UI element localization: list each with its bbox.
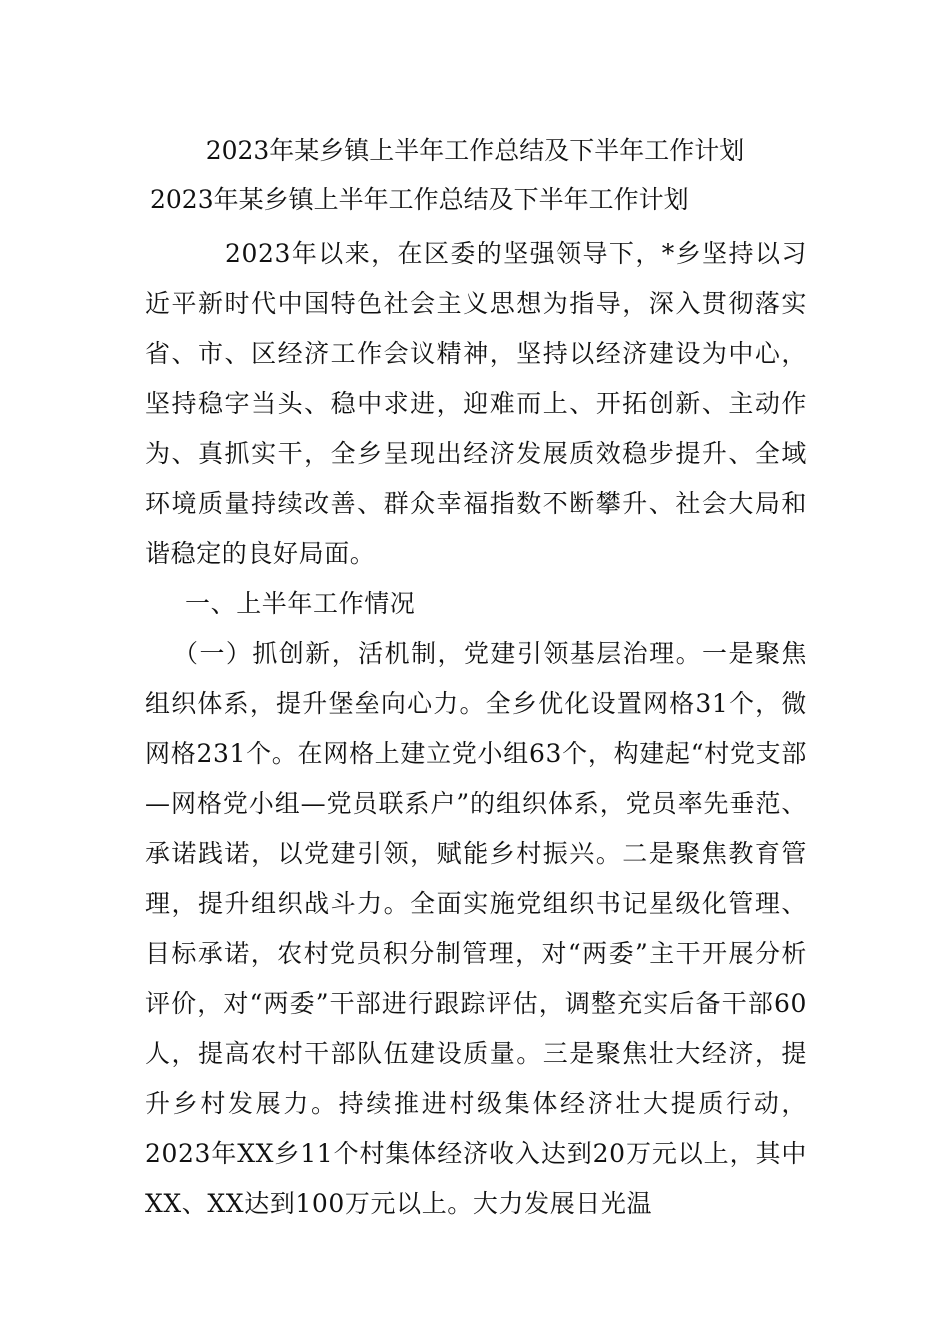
- document-body: [145, 229, 807, 1229]
- document-title: 2023年某乡镇上半年工作总结及下半年工作计划: [205, 136, 745, 165]
- intro-paragraph: 2023年以来，在区委的坚强领导下，*乡坚持以习近平新时代中国特色社会主义思想为指导，深入贯彻落实省、市、区经济工作会议精神，坚持以经济建设为中心，坚持稳字当头、稳中求进，迎难而上、开拓创新、主动作为、真抓实干，全乡呈现出经济发展质效稳步提升、全域环境质量持续改善、群众幸福指数不断攀升、社会大局和谐稳定的良好局面。: [145, 239, 807, 568]
- section-paragraph: （一）抓创新，活机制，党建引领基层治理。一是聚焦组织体系，提升堡垒向心力。全乡优化设置网格31个，微网格231个。在网格上建立党小组63个，构建起“村党支部—网格党小组—党员联系户”的组织体系，党员率先垂范、承诺践诺，以党建引领，赋能乡村振兴。二是聚焦教育管理，提升组织战斗力。全面实施党组织书记星级化管理、目标承诺，农村党员积分制管理，对“两委”主干开展分析评价，对“两委”干部进行跟踪评估，调整充实后备干部60人，提高农村干部队伍建设质量。三是聚焦壮大经济，提升乡村发展力。持续推进村级集体经济壮大提质行动，2023年XX乡11个村集体经济收入达到20万元以上，其中XX、XX达到100万元以上。大力发展日光温: [145, 639, 807, 1218]
- section-heading: 一、上半年工作情况: [185, 589, 416, 618]
- document-subtitle: 2023年某乡镇上半年工作总结及下半年工作计划: [150, 185, 689, 214]
